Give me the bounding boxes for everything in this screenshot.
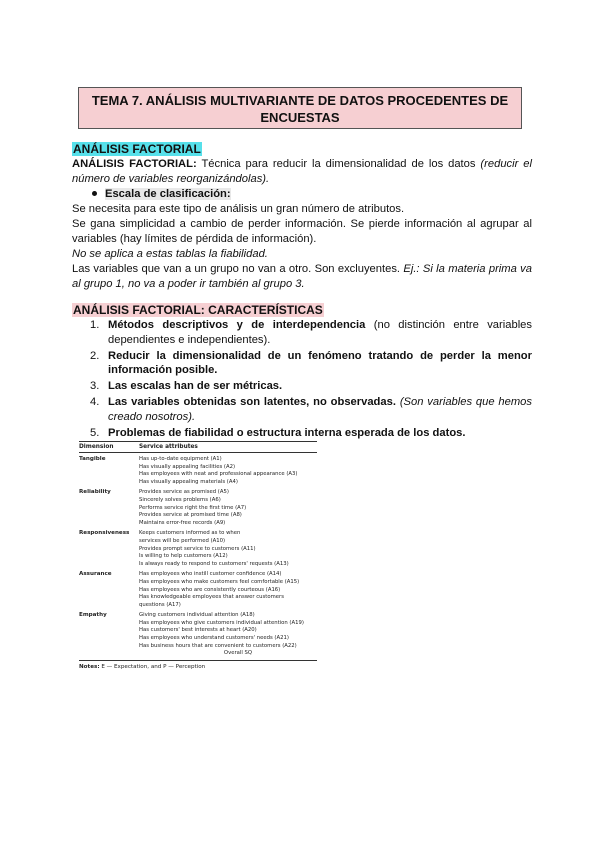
paragraph-simplicidad: Se gana simplicidad a cambio de perder información. Se pierde información al agrupar al variables (hay límites de pérdida de información).	[72, 218, 532, 246]
list-item-text: (no distinción entre variables dependientes e independientes).	[108, 319, 532, 346]
paragraph-atributos: Se necesita para este tipo de análisis un gran número de atributos.	[72, 203, 405, 215]
table-attribute-item: Maintains error-free records (A9)	[139, 519, 226, 526]
bullet-dot-icon	[92, 191, 97, 196]
document-title-line2: ENCUESTAS	[260, 110, 340, 125]
table-attribute-item: Has up-to-date equipment (A1)	[139, 456, 222, 462]
table-attribute-item: Is willing to help customers (A12)	[139, 553, 228, 560]
list-item-number: 4.	[90, 396, 100, 408]
table-attribute-item: Sincerely solves problems (A6)	[139, 496, 221, 503]
excluyentes-text: Las variables que van a un grupo no van a otro. Son excluyentes.	[72, 263, 404, 275]
table-attributes-cell	[139, 530, 317, 568]
table-row	[79, 489, 317, 527]
table-dimension-cell: Assurance	[79, 571, 112, 578]
table-attributes-cell	[139, 456, 317, 486]
table-attributes-cell	[139, 571, 317, 609]
table-attributes-cell	[139, 612, 317, 650]
list-item-bold: Las escalas han de ser métricas.	[108, 380, 283, 392]
figure-notes-text: E — Expectation, and P — Perception	[99, 663, 206, 670]
table-dimension-cell: Empathy	[79, 612, 107, 619]
document-title-box	[78, 87, 522, 129]
list-item-bold: Métodos descriptivos y de interdependencia	[108, 319, 366, 331]
table-attribute-item: Has business hours that are convenient to customers (A22)	[139, 642, 297, 649]
definition-italic: (reducir el número de variables reorganizándolas).	[72, 158, 532, 186]
table-row	[79, 530, 317, 568]
document-title-line1: TEMA 7. ANÁLISIS MULTIVARIANTE DE DATOS PROCEDENTES DE	[91, 93, 509, 108]
table-attribute-item: Provides service at promised time (A8)	[139, 512, 242, 519]
figure-overall-sq: Overall SQ	[223, 650, 253, 657]
table-attribute-item: Provides service as promised (A5)	[139, 489, 229, 496]
table-attribute-item: Is always ready to respond to customers' requests (A13)	[139, 560, 289, 567]
table-dimension-cell: Tangible	[79, 456, 106, 462]
bullet-label: Escala de clasificación:	[105, 188, 231, 200]
figure-notes-label: Notes:	[79, 663, 100, 670]
table-attributes-cell	[139, 489, 317, 527]
list-item-bold: Reducir la dimensionalidad de un fenómeno tratando de perder la menor información posible.	[108, 349, 532, 376]
excluyentes-example: Ej.: Si la materia prima va al grupo 1, no va a poder ir también al grupo 3.	[72, 263, 532, 291]
definition-text: Técnica para reducir la dimensionalidad de los datos	[196, 158, 481, 170]
table-attribute-item: Has employees with neat and professional appearance (A3)	[139, 471, 298, 478]
table-attribute-item: Has employees who make customers feel comfortable (A15)	[139, 578, 300, 585]
table-row	[79, 571, 317, 609]
table-attribute-item: Has employees who are consistently courteous (A16)	[139, 586, 281, 593]
figure-col-dimension: Dimension	[79, 444, 114, 450]
table-attribute-item: Keeps customers informed as to when	[139, 530, 241, 537]
table-dimension-cell: Reliability	[79, 489, 111, 496]
table-dimension-cell: Responsiveness	[79, 530, 130, 537]
table-attribute-item: services will be performed (A10)	[139, 537, 226, 544]
list-item-bold: Las variables obtenidas son latentes, no observadas.	[108, 396, 396, 408]
definition-paragraph	[72, 157, 532, 188]
list-item-number: 3.	[90, 380, 100, 392]
section-heading-caracteristicas: ANÁLISIS FACTORIAL: CARACTERÍSTICAS	[73, 303, 323, 317]
figure-table-body	[79, 456, 317, 650]
list-item	[72, 426, 532, 441]
list-item	[72, 349, 532, 378]
table-attribute-item: questions (A17)	[139, 601, 181, 608]
list-item	[72, 379, 532, 394]
table-attribute-item: Has visually appealing materials (A4)	[139, 478, 238, 485]
list-item-number: 2.	[90, 349, 100, 362]
table-attribute-item: Has customers' best interests at heart (A20)	[139, 627, 257, 634]
bullet-escala	[92, 187, 231, 202]
paragraph-excluyentes	[72, 262, 532, 293]
list-item-italic: (Son variables que hemos creado nosotros).	[108, 396, 532, 423]
table-attribute-item: Has employees who understand customers' needs (A21)	[139, 635, 289, 642]
table-attribute-item: Provides prompt service to customers (A11)	[139, 545, 256, 552]
list-item	[72, 395, 532, 424]
characteristics-list	[72, 318, 532, 442]
table-attribute-item: Has knowledgeable employees that answer customers	[139, 594, 284, 601]
paragraph-fiabilidad: No se aplica a estas tablas la fiabilidad.	[72, 248, 268, 260]
service-attributes-table-figure	[79, 441, 317, 671]
table-row	[79, 456, 317, 486]
table-attribute-item: Has visually appealing facilities (A2)	[139, 463, 236, 470]
list-item-number: 5.	[90, 426, 100, 439]
figure-table-header	[79, 441, 317, 453]
table-row	[79, 612, 317, 650]
list-item	[72, 318, 532, 347]
table-attribute-item: Has employees who instill customer confidence (A14)	[139, 571, 282, 578]
list-item-number: 1.	[90, 319, 100, 331]
figure-notes	[79, 660, 317, 671]
section-heading-analisis-factorial: ANÁLISIS FACTORIAL	[73, 142, 201, 156]
table-attribute-item: Giving customers individual attention (A18)	[139, 612, 255, 619]
table-attribute-item: Has employees who give customers individual attention (A19)	[139, 619, 304, 626]
list-item-bold: Problemas de fiabilidad o estructura interna esperada de los datos.	[108, 426, 466, 439]
table-attribute-item: Performs service right the first time (A7)	[139, 504, 247, 511]
figure-col-attributes: Service attributes	[139, 444, 198, 450]
definition-label: ANÁLISIS FACTORIAL:	[72, 158, 197, 170]
